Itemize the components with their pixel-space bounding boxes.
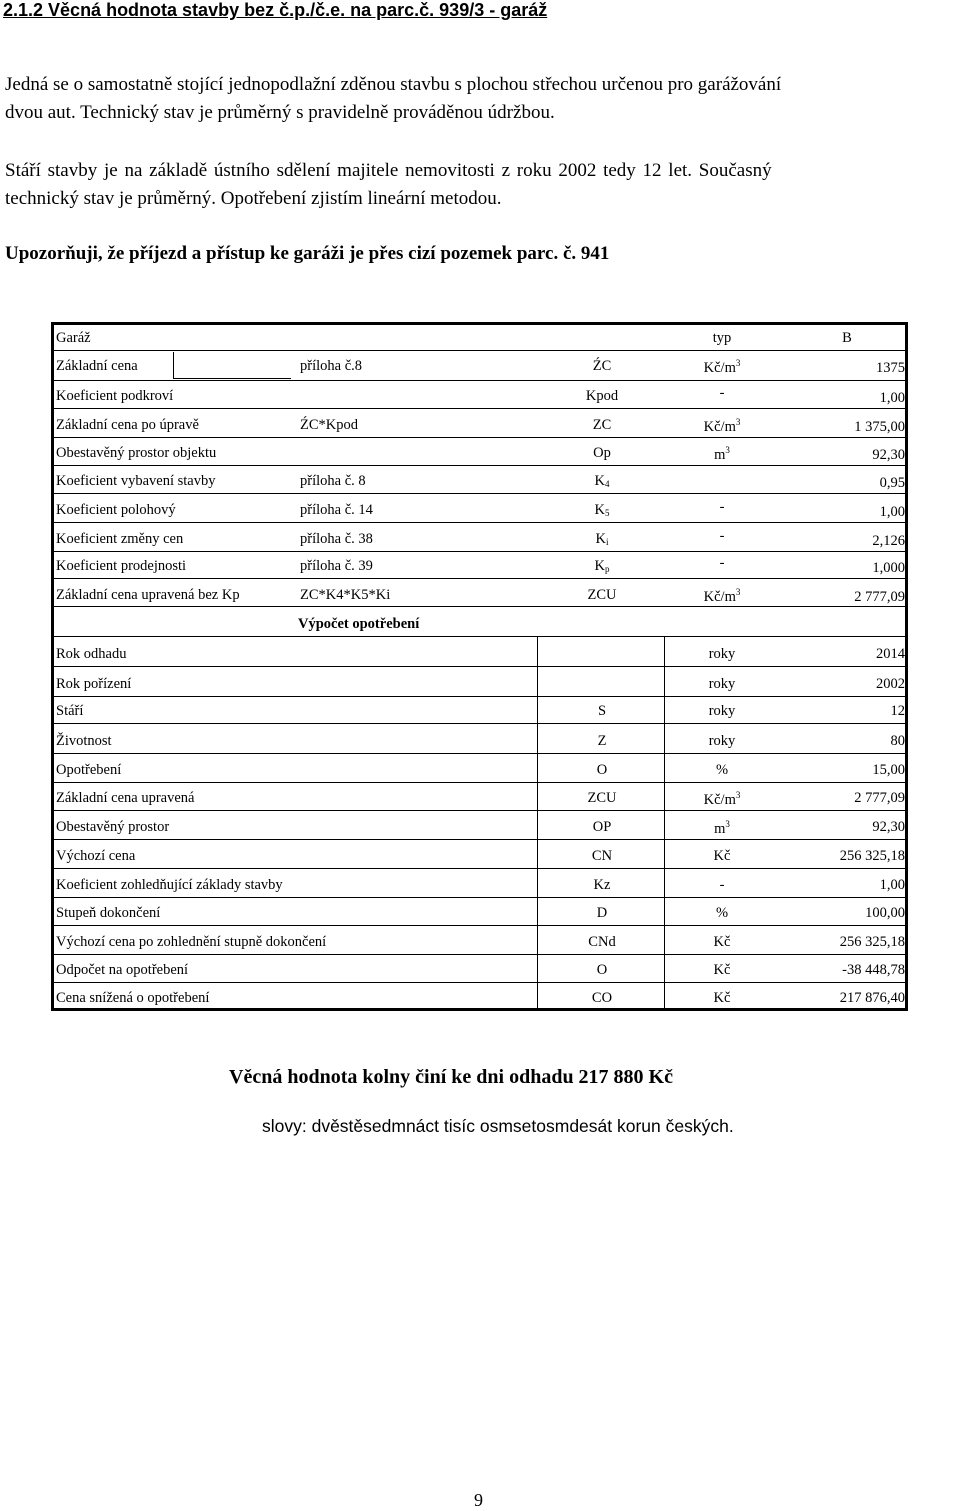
row-unit: Kč <box>713 990 731 1006</box>
row-unit: % <box>715 905 729 921</box>
row-reference: ŹC*Kpod <box>300 417 358 433</box>
final-value: Věcná hodnota kolny činí ke dni odhadu 217 880 Kč <box>229 1066 673 1088</box>
row-symbol: $K_5$ <box>594 502 610 518</box>
row-symbol: O <box>596 762 608 778</box>
row-symbol: CN <box>591 848 613 864</box>
table-rule <box>51 380 908 381</box>
table-rule <box>51 493 908 494</box>
table-rule <box>51 522 908 523</box>
row-value: 1,00 <box>879 504 905 520</box>
table-header-value: B <box>842 330 852 346</box>
table-rule <box>51 551 908 552</box>
row-label: Koeficient změny cen <box>56 531 184 547</box>
table-rule <box>51 753 908 754</box>
row-label: Základní cena <box>56 358 138 374</box>
row-symbol: CO <box>591 990 613 1006</box>
table-rule <box>51 897 908 898</box>
row-reference: příloha č. 14 <box>300 502 373 518</box>
age-line-1: Stáří stavby je na základě ústního sdělení majitele nemovitosti z roku 2002 tedy 12 let. Současný <box>5 160 772 181</box>
row-symbol: ZCU <box>587 790 617 806</box>
table-rule <box>51 1010 908 1011</box>
row-unit: - <box>719 385 725 401</box>
row-value: 2 777,09 <box>854 790 905 806</box>
row-value: 1 375,00 <box>854 419 905 435</box>
access-warning: Upozorňuji, že příjezd a přístup ke garáži je přes cizí pozemek parc. č. 941 <box>5 243 610 264</box>
row-label: Základní cena upravená <box>56 790 195 806</box>
row-symbol: O <box>596 962 608 978</box>
row-label: Základní cena upravená bez Kp <box>56 587 240 603</box>
row-unit: $Kč/m^3$ <box>703 358 741 376</box>
row-unit: - <box>719 499 725 515</box>
row-value: 1,00 <box>879 390 905 406</box>
row-symbol: ZCU <box>587 587 617 603</box>
row-reference: příloha č. 8 <box>300 473 366 489</box>
row-unit: roky <box>708 733 736 749</box>
row-value: 2 777,09 <box>854 589 905 605</box>
row-reference: příloha č. 38 <box>300 531 373 547</box>
row-label: Základní cena po úpravě <box>56 417 199 433</box>
row-symbol: $K_p$ <box>594 558 610 574</box>
table-rule <box>51 696 908 697</box>
row-symbol: $K_4$ <box>594 473 610 489</box>
row-symbol: D <box>596 905 608 921</box>
row-unit: roky <box>708 676 736 692</box>
page-number: 9 <box>474 1490 483 1510</box>
table-rule <box>51 636 908 637</box>
row-unit: $Kč/m^3$ <box>703 417 741 435</box>
section-title: Výpočet opotřebení <box>298 616 420 632</box>
table-rule <box>51 666 908 667</box>
row-value: 1,00 <box>879 877 905 893</box>
row-unit: roky <box>708 646 736 662</box>
table-rule <box>51 350 908 351</box>
row-label: Koeficient polohový <box>56 502 176 518</box>
row-label: Obestavěný prostor objektu <box>56 445 217 461</box>
description-line-2: dvou aut. Technický stav je průměrný s pravidelně prováděnou údržbou. <box>5 102 555 123</box>
row-value: 1,000 <box>872 560 905 576</box>
table-rule <box>51 954 908 955</box>
row-label: Rok pořízení <box>56 676 132 692</box>
row-unit: - <box>719 877 725 893</box>
row-label: Koeficient vybavení stavby <box>56 473 216 489</box>
row-label: Koeficient prodejnosti <box>56 558 187 574</box>
row-unit: - <box>719 555 725 571</box>
row-value: 80 <box>890 733 905 749</box>
value-in-words: slovy: dvěstěsedmnáct tisíc osmsetosmdesát korun českých. <box>262 1116 734 1136</box>
table-rule <box>51 408 908 409</box>
row-value: 12 <box>890 703 905 719</box>
row-unit: Kč <box>713 962 731 978</box>
age-line-2: technický stav je průměrný. Opotřebení zjistím lineární metodou. <box>5 188 502 209</box>
row-value: 100,00 <box>865 905 905 921</box>
table-rule <box>51 982 908 983</box>
row-value: 2002 <box>876 676 905 692</box>
table-rule <box>51 723 908 724</box>
row-value: 256 325,18 <box>839 848 905 864</box>
row-label: Výchozí cena po zohlednění stupně dokončení <box>56 934 327 950</box>
row-symbol: CNd <box>588 934 616 950</box>
row-value: 217 876,40 <box>839 990 905 1006</box>
table-rule <box>51 782 908 783</box>
table-rule <box>51 578 908 579</box>
table-rule <box>51 925 908 926</box>
row-symbol: Kpod <box>585 388 619 404</box>
table-rule <box>51 465 908 466</box>
row-label: Rok odhadu <box>56 646 127 662</box>
row-unit: $Kč/m^3$ <box>703 790 741 808</box>
row-unit: - <box>719 528 725 544</box>
row-unit: $m^3$ <box>714 819 730 837</box>
row-symbol: ŹC <box>592 358 612 374</box>
row-label: Koeficient podkroví <box>56 388 174 404</box>
table-header-label: Garáž <box>56 330 91 346</box>
row-label: Opotřebení <box>56 762 122 778</box>
row-label: Výchozí cena <box>56 848 136 864</box>
row-label: Životnost <box>56 733 112 749</box>
row-unit: Kč <box>713 934 731 950</box>
row-unit: $Kč/m^3$ <box>703 587 741 605</box>
row-reference: příloha č.8 <box>300 358 363 374</box>
table-header-unit: typ <box>712 330 732 346</box>
row-label: Odpočet na opotřebení <box>56 962 189 978</box>
row-reference: ZC*K4*K5*Ki <box>300 587 391 603</box>
table-rule <box>51 437 908 438</box>
row-symbol: Op <box>593 445 611 461</box>
table-rule <box>51 839 908 840</box>
row-symbol: Kz <box>593 877 611 893</box>
row-value: 256 325,18 <box>839 934 905 950</box>
table-rule <box>51 810 908 811</box>
row-value: 92,30 <box>872 447 905 463</box>
row-symbol: ZC <box>592 417 612 433</box>
row-value: -38 448,78 <box>842 962 905 978</box>
row-unit: Kč <box>713 848 731 864</box>
description-line-1: Jedná se o samostatně stojící jednopodlažní zděnou stavbu s plochou střechou určenou pro garážování <box>5 74 782 95</box>
row-symbol: OP <box>592 819 612 835</box>
row-symbol: S <box>597 703 607 719</box>
row-symbol: $K_i$ <box>595 531 609 547</box>
row-label: Cena snížená o opotřebení <box>56 990 210 1006</box>
table-rule <box>173 378 291 379</box>
row-label: Stupeň dokončení <box>56 905 161 921</box>
row-value: 92,30 <box>872 819 905 835</box>
row-label: Stáří <box>56 703 84 719</box>
row-unit: $m^3$ <box>714 445 730 463</box>
table-rule <box>173 352 174 378</box>
row-label: Obestavěný prostor <box>56 819 170 835</box>
row-reference: příloha č. 39 <box>300 558 373 574</box>
row-value: 15,00 <box>872 762 905 778</box>
row-value: 2,126 <box>872 533 905 549</box>
row-symbol: Z <box>597 733 607 749</box>
section-heading: 2.1.2 Věcná hodnota stavby bez č.p./č.e. na parc.č. 939/3 - garáž <box>3 0 548 20</box>
row-value: 2014 <box>876 646 905 662</box>
table-rule <box>51 868 908 869</box>
row-label: Koeficient zohledňující základy stavby <box>56 877 283 893</box>
row-value: 0,95 <box>879 475 905 491</box>
table-rule <box>51 606 908 607</box>
row-value: 1375 <box>876 360 905 376</box>
row-unit: % <box>715 762 729 778</box>
row-unit: roky <box>708 703 736 719</box>
